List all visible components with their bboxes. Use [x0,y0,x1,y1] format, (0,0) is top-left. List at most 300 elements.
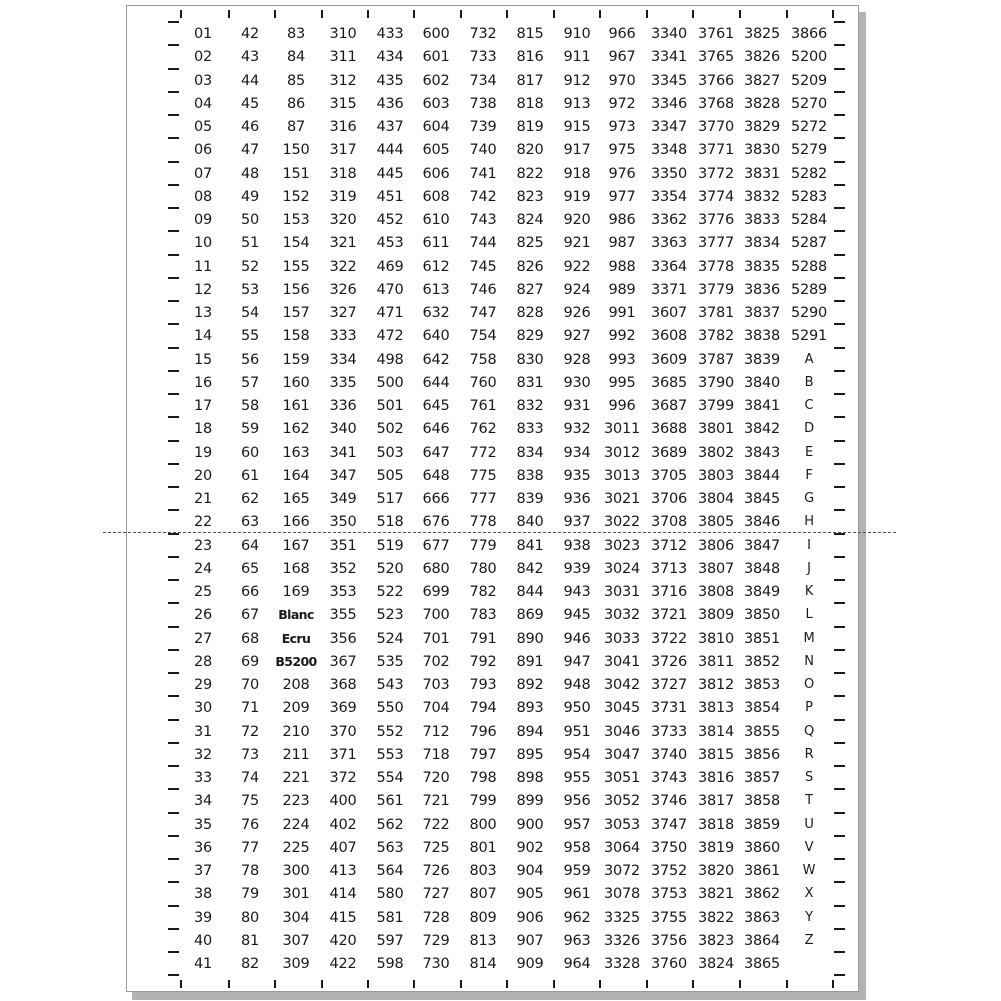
tick-mark [834,742,845,744]
grid-cell: 5270 [790,95,828,112]
tick-mark [367,980,369,988]
tick-mark [834,626,845,628]
grid-cell: 335 [329,374,357,391]
grid-cell: 327 [329,305,357,321]
grid-cell: 156 [282,281,310,298]
tick-mark [168,974,179,976]
grid-cell: 3705 [650,467,688,484]
grid-cell: 3799 [697,398,735,414]
grid-cell: 3810 [697,630,735,647]
grid-cell: 33 [193,770,213,786]
grid-cell: 3746 [650,793,688,810]
grid-cell: 932 [563,421,591,438]
grid-cell: 503 [376,444,404,461]
grid-cell: T [805,793,813,809]
grid-cell: 500 [376,374,404,391]
grid-cell: 69 [240,653,260,670]
grid-cell: 632 [422,305,450,321]
grid-cell: 3808 [697,584,735,600]
grid-cell: 988 [608,258,636,275]
grid-cell: 613 [422,281,450,298]
grid-cell: 955 [563,770,591,786]
grid-cell: 814 [469,956,497,972]
grid-cell: 3756 [650,932,688,949]
grid-cell: 52 [240,258,260,275]
grid-cell: 3046 [603,723,641,740]
grid-cell: 5291 [790,328,828,345]
grid-cell: 819 [516,119,544,135]
grid-cell: C [804,398,814,413]
grid-cell: Y [805,909,813,925]
tick-mark [834,835,845,837]
grid-cell: 721 [422,793,450,810]
grid-cell: 970 [608,72,636,89]
tick-mark [168,323,179,325]
grid-cell: 340 [329,421,357,438]
tick-mark [367,10,369,18]
grid-cell: 927 [563,328,591,345]
grid-cell: 797 [469,746,497,763]
grid-cell: 561 [376,793,404,810]
tick-mark [834,91,845,93]
grid-cell: 3813 [697,700,735,717]
grid-cell: 902 [516,839,544,856]
grid-cell: O [803,677,815,692]
grid-cell: 809 [469,909,497,926]
tick-mark [834,672,845,674]
grid-cell: 162 [282,421,310,438]
grid-cell: J [807,560,811,576]
grid-cell: 605 [422,142,450,159]
grid-cell: 535 [376,653,404,670]
grid-cell: 157 [282,305,310,321]
grid-cell: 3770 [697,119,735,135]
grid-cell: 3849 [743,584,781,600]
grid-cell: 973 [608,119,636,135]
tick-mark [834,207,845,209]
grid-cell: 151 [282,165,310,182]
grid-cell: 3833 [743,212,781,228]
grid-cell: 718 [422,746,450,763]
grid-cell: 367 [329,653,357,670]
grid-cell: 995 [608,374,636,391]
grid-cell: 85 [286,72,306,89]
tick-mark [834,602,845,604]
grid-cell: 839 [516,491,544,507]
grid-cell: 45 [240,95,260,112]
grid-cell: 154 [282,235,310,252]
tick-mark [168,277,179,279]
grid-cell: 77 [240,839,260,856]
grid-cell: 18 [193,421,213,438]
grid-cell: 03 [193,72,213,89]
grid-cell: 3354 [650,188,688,205]
tick-mark [834,719,845,721]
grid-cell: 22 [193,514,213,531]
tick-mark [834,137,845,139]
grid-cell: 84 [286,49,306,66]
grid-cell: 825 [516,235,544,252]
grid-cell: 564 [376,863,404,879]
grid-cell: 3721 [650,607,688,624]
tick-mark [228,10,230,18]
grid-cell: 86 [286,95,306,112]
grid-cell: 3687 [650,398,688,414]
grid-cell: 60 [240,444,260,461]
grid-cell: 597 [376,932,404,949]
grid-cell: 5209 [790,72,828,89]
grid-cell: 453 [376,235,404,252]
grid-cell: 3815 [697,746,735,763]
tick-mark [168,207,179,209]
grid-cell: 796 [469,723,497,740]
grid-cell: A [804,351,814,367]
grid-cell: 3713 [650,560,688,577]
grid-cell: 74 [240,770,260,786]
grid-cell: 601 [422,49,450,66]
tick-mark [274,10,276,18]
grid-cell: 3348 [650,142,688,159]
grid-cell: 153 [282,212,310,228]
grid-cell: 3609 [650,351,688,368]
grid-cell: 746 [469,281,497,298]
grid-cell: 777 [469,491,497,507]
grid-cell: 159 [282,351,310,368]
grid-cell: 523 [376,607,404,624]
grid-cell: 909 [516,956,544,972]
grid-cell: 946 [563,630,591,647]
grid-cell: 3845 [743,491,781,507]
grid-cell: 3787 [697,351,735,368]
grid-cell: 452 [376,212,404,228]
grid-cell: 915 [563,119,591,135]
grid-cell: 938 [563,537,591,554]
grid-cell: 3822 [697,909,735,926]
grid-cell: 779 [469,537,497,554]
grid-cell: 34 [193,793,213,810]
grid-cell: 3722 [650,630,688,647]
grid-cell: 520 [376,560,404,577]
grid-cell: 3865 [743,956,781,972]
grid-cell: 3753 [650,886,688,903]
grid-cell: 165 [282,491,310,507]
grid-cell: 57 [240,374,260,391]
tick-mark [168,91,179,93]
grid-cell: 722 [422,816,450,833]
grid-cell: 3852 [743,653,781,670]
grid-cell: 470 [376,281,404,298]
grid-cell: 992 [608,328,636,345]
grid-cell: 322 [329,258,357,275]
grid-cell: 422 [329,956,357,972]
grid-cell: 3363 [650,235,688,252]
grid-cell: 959 [563,863,591,879]
grid-cell: 76 [240,816,260,833]
grid-cell: 161 [282,398,310,414]
grid-cell: 907 [516,932,544,949]
grid-cell: 912 [563,72,591,89]
tick-mark [460,10,462,18]
grid-cell: 964 [563,956,591,972]
grid-cell: 762 [469,421,497,438]
grid-cell: 407 [329,839,357,856]
grid-cell: 63 [240,514,260,531]
grid-cell: 993 [608,351,636,368]
grid-cell: 522 [376,584,404,600]
grid-cell: 3834 [743,235,781,252]
grid-cell: 3041 [603,653,641,670]
grid-cell: 524 [376,630,404,647]
grid-cell: 3820 [697,863,735,879]
cut-line-dashed [103,532,896,533]
grid-cell: 326 [329,281,357,298]
grid-cell: 47 [240,142,260,159]
grid-cell: 352 [329,560,357,577]
grid-cell: 602 [422,72,450,89]
grid-cell: 543 [376,677,404,693]
grid-cell: 725 [422,839,450,856]
grid-cell: 727 [422,886,450,903]
grid-cell: 347 [329,467,357,484]
grid-cell: 898 [516,770,544,786]
tick-mark [168,161,179,163]
grid-cell: 816 [516,49,544,66]
grid-cell: 167 [282,537,310,554]
grid-cell: 3801 [697,421,735,438]
grid-cell: 840 [516,514,544,531]
grid-cell: 794 [469,700,497,717]
grid-cell: 961 [563,886,591,903]
grid-cell: 5289 [790,281,828,298]
grid-cell: 355 [329,607,357,624]
grid-cell: 598 [376,956,404,972]
grid-cell: 891 [516,653,544,670]
grid-cell: 986 [608,212,636,228]
tick-mark [692,10,694,18]
tick-mark [834,765,845,767]
grid-cell: 23 [193,537,213,554]
grid-cell: 435 [376,72,404,89]
grid-cell: 3811 [697,653,735,670]
grid-cell: 5284 [790,212,828,228]
grid-cell: 310 [329,26,357,42]
grid-cell: 826 [516,258,544,275]
tick-mark [834,928,845,930]
grid-cell: 27 [193,630,213,647]
grid-cell: 317 [329,142,357,159]
grid-cell: 905 [516,886,544,903]
grid-cell: 61 [240,467,260,484]
grid-cell: 3047 [603,746,641,763]
grid-cell: 3045 [603,700,641,717]
tick-mark [834,951,845,953]
grid-cell: 5283 [790,188,828,205]
grid-cell: 3804 [697,491,735,507]
grid-cell: 3350 [650,165,688,182]
grid-cell: 606 [422,165,450,182]
grid-cell: 333 [329,328,357,345]
grid-cell: 75 [240,793,260,810]
grid-cell: 505 [376,467,404,484]
grid-cell: 315 [329,95,357,112]
grid-cell: 603 [422,95,450,112]
grid-cell: 37 [193,863,213,879]
grid-cell: 744 [469,235,497,252]
grid-cell: 712 [422,723,450,740]
grid-cell: 19 [193,444,213,461]
grid-cell: 150 [282,142,310,159]
grid-cell: 844 [516,584,544,600]
grid-cell: 472 [376,328,404,345]
grid-cell: 646 [422,421,450,438]
grid-cell: 831 [516,374,544,391]
grid-cell: 321 [329,235,357,252]
grid-cell: 939 [563,560,591,577]
grid-cell: 936 [563,491,591,507]
tick-mark [168,440,179,442]
grid-cell: 5290 [790,305,828,321]
grid-cell: 3708 [650,514,688,531]
tick-mark [834,44,845,46]
grid-cell: 471 [376,305,404,321]
grid-cell: 3072 [603,863,641,879]
grid-cell: 68 [240,630,260,647]
grid-cell: 823 [516,188,544,205]
grid-cell: 3829 [743,119,781,135]
grid-cell: 581 [376,909,404,926]
grid-cell: 3825 [743,26,781,42]
grid-cell: 311 [329,49,357,66]
grid-cell: 30 [193,700,213,717]
grid-cell: 950 [563,700,591,717]
grid-cell: 356 [329,630,357,647]
grid-cell: Ecru [281,630,311,646]
grid-cell: 966 [608,26,636,42]
grid-cell: 3854 [743,700,781,717]
grid-cell: B5200 [275,653,317,669]
grid-cell: 168 [282,560,310,577]
grid-cell: 3843 [743,444,781,461]
grid-cell: 793 [469,677,497,693]
grid-cell: R [804,746,814,762]
tick-mark [506,980,508,988]
grid-cell: U [804,816,814,832]
grid-cell: 3831 [743,165,781,182]
tick-mark [168,463,179,465]
grid-cell: 824 [516,212,544,228]
grid-cell: 3051 [603,770,641,786]
grid-cell: 792 [469,653,497,670]
grid-cell: N [804,653,814,669]
grid-cell: 3779 [697,281,735,298]
tick-mark [168,579,179,581]
tick-mark [834,68,845,70]
grid-cell: 783 [469,607,497,624]
grid-cell: 3689 [650,444,688,461]
grid-cell: 3685 [650,374,688,391]
tick-mark [553,980,555,988]
grid-cell: 3862 [743,886,781,903]
tick-mark [832,980,834,988]
grid-cell: 3814 [697,723,735,740]
grid-cell: 3053 [603,816,641,833]
tick-mark [168,881,179,883]
grid-cell: 3782 [697,328,735,345]
grid-cell: 666 [422,491,450,507]
grid-cell: 3776 [697,212,735,228]
grid-cell: 3765 [697,49,735,66]
grid-cell: 807 [469,886,497,903]
grid-cell: 3774 [697,188,735,205]
tick-mark [168,765,179,767]
grid-cell: 3847 [743,537,781,554]
tick-mark [168,416,179,418]
grid-cell: 704 [422,700,450,717]
grid-cell: 3819 [697,839,735,856]
tick-mark [786,980,788,988]
grid-cell: 740 [469,142,497,159]
grid-cell: 3857 [743,770,781,786]
grid-cell: 645 [422,398,450,414]
grid-cell: 720 [422,770,450,786]
grid-cell: 01 [193,26,213,42]
grid-cell: 25 [193,584,213,600]
grid-cell: 550 [376,700,404,717]
grid-cell: Z [804,932,814,948]
tick-mark [168,649,179,651]
grid-cell: 309 [282,956,310,972]
tick-mark [168,486,179,488]
grid-cell: 680 [422,560,450,577]
grid-cell: 3023 [603,537,641,554]
grid-cell: 963 [563,932,591,949]
grid-cell: 700 [422,607,450,624]
grid-cell: 158 [282,328,310,345]
grid-cell: 11 [193,258,213,275]
grid-cell: G [804,491,814,506]
grid-cell: 402 [329,816,357,833]
grid-cell: 919 [563,188,591,205]
grid-cell: 611 [422,235,450,252]
grid-cell: I [807,537,811,553]
grid-cell: 760 [469,374,497,391]
grid-cell: 3607 [650,305,688,321]
grid-cell: 87 [286,119,306,135]
grid-cell: 894 [516,723,544,740]
grid-cell: 782 [469,584,497,600]
grid-cell: 3024 [603,560,641,577]
grid-cell: 3807 [697,560,735,577]
tick-mark [834,393,845,395]
tick-mark [646,980,648,988]
tick-mark [168,812,179,814]
grid-cell: 3846 [743,514,781,531]
grid-cell: 78 [240,863,260,879]
grid-cell: 36 [193,839,213,856]
grid-cell: 3778 [697,258,735,275]
grid-cell: 832 [516,398,544,414]
grid-cell: 956 [563,793,591,810]
grid-cell: 3364 [650,258,688,275]
tick-mark [834,370,845,372]
grid-cell: 3033 [603,630,641,647]
tick-mark [168,602,179,604]
grid-cell: 799 [469,793,497,810]
tick-mark [834,463,845,465]
grid-cell: 553 [376,746,404,763]
grid-cell: 820 [516,142,544,159]
tick-mark [168,300,179,302]
